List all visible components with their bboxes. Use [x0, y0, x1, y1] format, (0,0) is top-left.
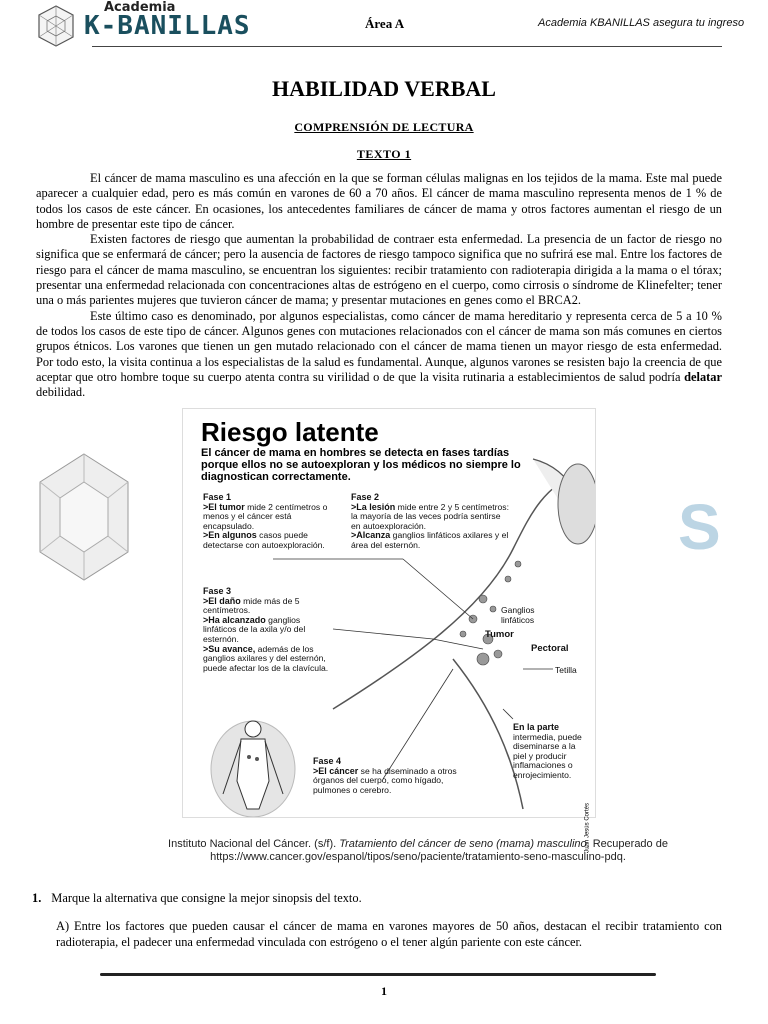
phase-2-label: Fase 2: [351, 492, 380, 502]
phase-2-point-2: ganglios linfáticos axilares y el área del esternón.: [351, 530, 509, 550]
label-ganglios: Ganglios linfáticos: [501, 605, 535, 625]
phase-3-point-2-lead: >Ha alcanzado: [203, 614, 266, 625]
area-label: Área A: [365, 16, 405, 31]
caption-source: . Recuperado de https://www.cancer.gov/espanol/tipos/seno/paciente/tratamiento-seno-masculino-pdq.: [210, 838, 668, 863]
phase-2-point-1: mide entre 2 y 5 centímetros: la mayoría de las veces podría sentirse en autoexploración.: [351, 501, 509, 531]
label-intermediate-lead: En la parte: [513, 722, 560, 732]
paragraph-3-text: Este último caso es denominado, por algunos especialistas, como cáncer de mama hereditario y representa cerca de 5 a 10 % de todos los casos de este tipo de cáncer. Algunos genes con mutaciones relacionados con el cáncer de mama son más comunes en ciertos grupos étnicos. Los varones que tienen un gen mutado relacionado con el cáncer de mama tienen un mayor riesgo de esta enfermedad. Por todo esto, la visita continua a los especialistas de la salud es fundamental. Aunque, algunos varones se resisten bajo la creencia de que aceptar que otro hombre toque su cuerpo atenta contra su virilidad o de que la visita rutinaria a establecimientos de salud podría: [36, 308, 722, 384]
infographic-title: Riesgo latente: [201, 417, 379, 447]
phase-3-point-1: mide más de 5 centímetros.: [203, 595, 300, 616]
phase-4-label: Fase 4: [313, 756, 342, 766]
paragraph-2: Existen factores de riesgo que aumentan la probabilidad de contraer esta enfermedad. La presencia de un factor de riesgo no significa que se enfermará de cáncer; pero la ausencia de factores de riesgo tampoco significa que no sufrirá ese mal. Entre los factores de riesgo para el cáncer de mama masculino, se encuentran los siguientes: recibir tratamiento con radioterapia dirigida a la mama o el tórax; presentar una enfermedad relacionada con concentraciones altas de estrógeno en el cuerpo, como cirrosis o síndrome de Klinefelter; tener una o más parientes mujeres que tuvieron cáncer de mama; y presentar mutaciones en genes como el BRCA2.: [36, 232, 722, 308]
phase-1-point-2: casos puede detectarse con autoexploración.: [203, 530, 325, 550]
highlighted-word: delatar: [684, 369, 722, 384]
phase-2-point-1-lead: >La lesión: [351, 501, 396, 512]
phase-1-point-2-lead: >En algunos: [203, 530, 257, 541]
footer-divider: [100, 973, 656, 976]
brand-top-text: Academia: [104, 0, 176, 15]
paragraph-3-end: debilidad.: [36, 385, 86, 400]
phase-1-label: Fase 1: [203, 492, 232, 502]
phase-1-point-1: mide 2 centímetros o menos y el cáncer está encapsulado.: [203, 501, 328, 531]
question-1: [32, 891, 362, 906]
text-number-label: TEXTO 1: [356, 147, 412, 161]
label-intermediate-text: intermedia, puede diseminarse a la piel y producir inflamaciones o enrojecimiento.: [513, 731, 582, 780]
polyhedron-watermark-icon: [36, 452, 132, 582]
infographic-subtitle: El cáncer de mama en hombres se detecta en fases tardías porque ellos no se autoexploran y los médicos no siempre lo diagnostican correctamente.: [201, 447, 521, 483]
reading-passage: [36, 171, 722, 400]
phase-3-point-3-lead: >Su avance,: [203, 643, 256, 654]
header-divider: [92, 46, 722, 47]
paragraph-1: El cáncer de mama masculino es una afección en la que se forman células malignas en los tejidos de la mama. Este mal puede aparecer a cualquier edad, pero es más común en varones de 60 a 70 años. El cáncer de mama masculino representa menos de 1 % de todos los casos de este cáncer. En ocasiones, los antecedentes familiares de cáncer de mama y otros factores aumentan el riesgo de un hombre de presentar este tipo de cáncer.: [36, 171, 722, 231]
academy-logo-icon: [36, 4, 76, 48]
phase-1-point-1-lead: >El tumor: [203, 501, 245, 512]
label-tetilla: Tetilla: [555, 665, 577, 675]
option-a: A) Entre los factores que pueden causar el cáncer de mama en varones mayores de 50 años, destacan el recibir tratamiento con radioterapia, el padecer una enfermedad vinculada con estrógeno o el tener algún pariente con este cáncer.: [56, 919, 722, 949]
brand-name: K-BANILLAS: [84, 11, 251, 41]
phase-3: [203, 587, 331, 673]
phase-3-point-1-lead: >El daño: [203, 595, 241, 606]
caption-author: Instituto Nacional del Cáncer. (s/f).: [168, 838, 340, 850]
phase-2: [351, 493, 511, 551]
header-slogan: Academia KBANILLAS asegura tu ingreso: [538, 17, 745, 29]
watermark-letter-icon: S: [678, 491, 721, 563]
phase-4-point-1-lead: >El cáncer: [313, 765, 359, 776]
phase-3-label: Fase 3: [203, 586, 232, 596]
label-pectoral: Pectoral: [531, 643, 569, 654]
question-number: 1.: [32, 891, 42, 905]
label-intermediate-part: [513, 723, 591, 781]
question-text: Marque la alternativa que consigne la mejor sinopsis del texto.: [51, 891, 362, 905]
page-title: HABILIDAD VERBAL: [272, 76, 496, 101]
phase-4: [313, 757, 463, 795]
section-subtitle: COMPRENSIÓN DE LECTURA: [294, 120, 474, 134]
phase-1: [203, 493, 343, 551]
phase-2-point-2-lead: >Alcanza: [351, 530, 391, 541]
illustrator-credit: Juan Jesús Cortés: [585, 803, 591, 853]
paragraph-3: [36, 309, 722, 401]
phase-3-point-3: además de los ganglios axilares y del esternón, puede afectar los de la clavícula.: [203, 643, 329, 673]
page-number: 1: [381, 984, 387, 998]
label-tumor: Tumor: [485, 629, 514, 640]
phase-3-point-2: ganglios linfáticos de la axila y/o del esternón.: [203, 614, 306, 644]
phase-4-point-1: se ha diseminado a otros órganos del cuerpo, como hígado, pulmones o cerebro.: [313, 765, 457, 795]
caption-title: Tratamiento del cáncer de seno (mama) masculino: [339, 838, 587, 850]
figure-caption: [148, 838, 688, 864]
